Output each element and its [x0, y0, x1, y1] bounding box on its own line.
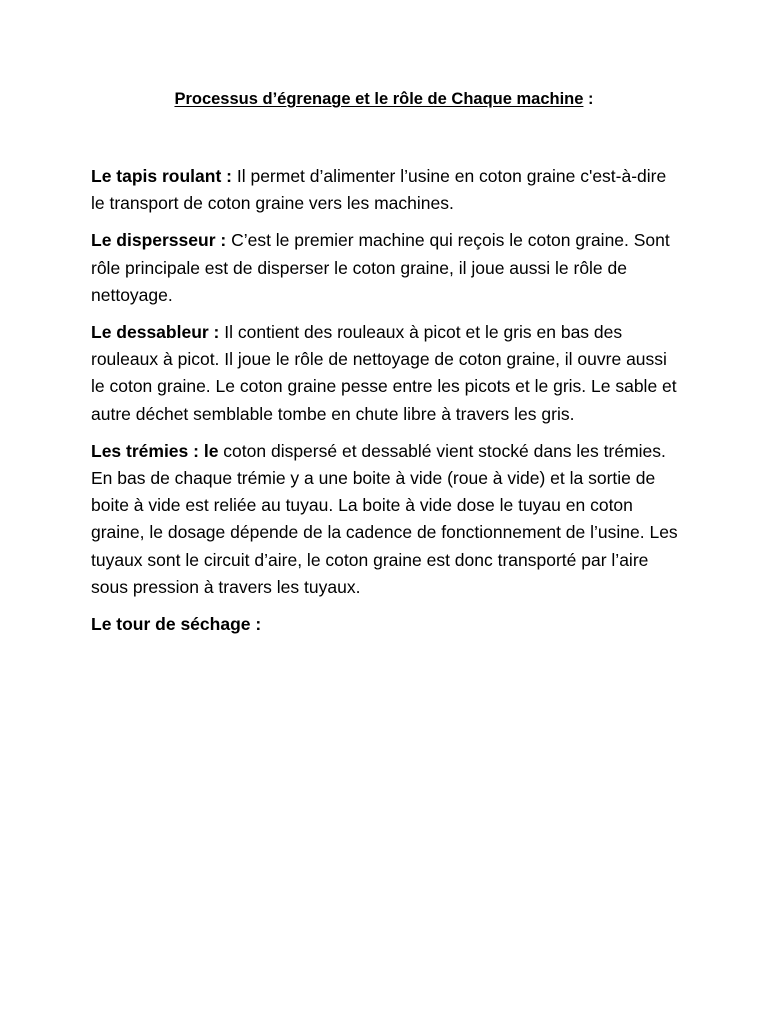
paragraph-tapis-roulant: [91, 163, 681, 217]
paragraph-text: coton dispersé et dessablé vient stocké dans les trémies. En bas de chaque trémie y a une boite à vide (roue à vide) et la sortie de boite à vide est reliée au tuyau. La boite à vide dose le tuyau en coton graine, le dosage dépende de la cadence de fonctionnement de l’usine. Les tuyaux sont le circuit d’aire, le coton graine est donc transporté par l’aire sous pression à travers les tuyaux.: [91, 440, 678, 597]
document-title: [0, 88, 768, 110]
paragraph-text: Il permet d’alimenter l’usine en coton graine c'est-à-dire le transport de coton graine vers les machines.: [91, 166, 667, 214]
document-body: [91, 163, 681, 648]
paragraph-tour-de-sechage: [91, 611, 681, 638]
paragraph-tremies: [91, 438, 681, 601]
paragraph-heading: Le tour de séchage :: [91, 614, 262, 635]
paragraph-heading: Les trémies : le: [91, 440, 219, 461]
document-title-colon: :: [583, 90, 594, 108]
paragraph-heading: Le tapis roulant :: [91, 166, 232, 186]
paragraph-dessableur: [91, 319, 681, 428]
document-title-text: Processus d’égrenage et le rôle de Chaque machine: [174, 90, 584, 108]
paragraph-text: Il contient des rouleaux à picot et le gris en bas des rouleaux à picot. Il joue le rôle de nettoyage de coton graine, il ouvre aussi le coton graine. Le coton graine pesse entre les picots et le gris. Le sable et autre déchet semblable tombe en chute libre à travers les gris.: [91, 322, 677, 424]
paragraph-text: C’est le premier machine qui reçois le coton graine. Sont rôle principale est de disperser le coton graine, il joue aussi le rôle de nettoyage.: [91, 230, 670, 305]
paragraph-dispersseur: [91, 227, 681, 309]
paragraph-heading: Le dessableur :: [91, 322, 220, 343]
paragraph-heading: Le dispersseur :: [91, 230, 227, 251]
